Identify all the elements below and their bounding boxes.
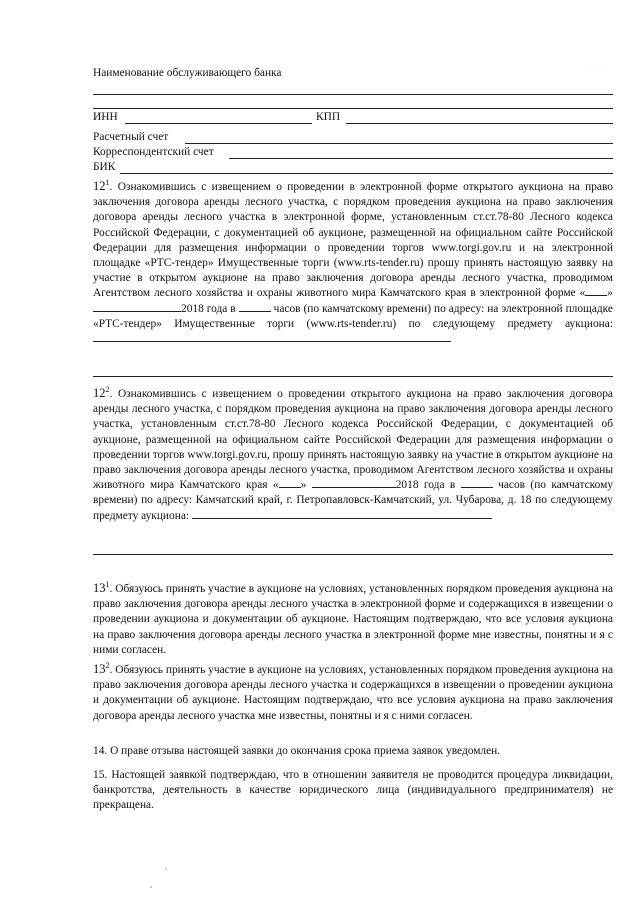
p13-2-number: 13: [93, 662, 106, 676]
bank-name-line[interactable]: [93, 94, 613, 95]
p12-1-subject-line-2[interactable]: [93, 376, 613, 377]
p12-2-sup: 2: [105, 385, 110, 395]
corr-account-field[interactable]: [229, 158, 613, 159]
p12-1-month-field[interactable]: [93, 311, 181, 312]
bik-label: БИК: [93, 160, 116, 173]
p12-1-sup: 1: [105, 178, 110, 188]
scan-mark: · · ·: [586, 67, 605, 73]
bik-field[interactable]: [120, 173, 613, 174]
account-field[interactable]: [185, 143, 613, 144]
p12-1-number: 12: [93, 179, 106, 193]
p13-1-sup: 1: [105, 580, 110, 590]
paragraph-14: 14. О праве отзыва настоящей заявки до окончания срока приема заявок уведомлен.: [93, 745, 501, 757]
bik-row: [93, 160, 613, 175]
scan-speck: [165, 868, 167, 870]
scan-speck: [150, 886, 152, 888]
p12-2-month-field[interactable]: [312, 487, 396, 488]
p12-1-text-a: . Ознакомившись с извещением о проведении в электронной форме открытого аукциона на право заключения договора аренды лесного участка, с порядком проведения аукциона на право заключения договора аренды лесного участка в электронной форме, установленным ст.ст.78-80 Лесного кодекса Российской Федерации, с документацией об аукционе, размещенной на официальном сайте Российской Федерации для размещения информации о проведении торгов www.torgi.gov.ru и на электронной площадке «РТС-тендер» Имущественные торги (www.rts-tender.ru) прошу принять настоящую заявку на участие в открытом аукционе на право заключения договора аренды лесного участка, проводимом Агентством лесного хозяйства и охраны животного мира Камчатского края в электронной форме «: [93, 181, 613, 300]
p12-2-subject-line-2[interactable]: [93, 554, 613, 555]
inn-label: ИНН: [93, 110, 118, 123]
p12-2-number: 12: [93, 386, 106, 400]
p12-1-text-c: 2018 года в: [181, 302, 236, 315]
account-label: Расчетный счет: [93, 130, 169, 143]
paragraph-13-1: [93, 581, 613, 658]
p13-2-sup: 2: [105, 661, 110, 671]
inn-kpp-row: [93, 110, 613, 125]
corr-account-row: [93, 145, 613, 160]
p12-1-subject-field[interactable]: [93, 341, 451, 342]
bank-name-line-2[interactable]: [93, 108, 613, 109]
paragraph-15: 15. Настоящей заявкой подтверждаю, что в отношении заявителя не проводится процедура ликвидации, банкротства, деятельность в качестве юридического лица (индивидуального предпринимателя) не прекращена.: [93, 769, 613, 812]
corr-account-label: Корреспондентский счет: [93, 145, 214, 158]
p12-2-hour-field[interactable]: [461, 487, 493, 488]
p12-1-text-d: часов (по камчатскому времени) по адресу: на электронной площадке «РТС-тендер» Имущественные торги (www.rts-tender.ru) по следующему предмету аукциона:: [93, 302, 613, 330]
p12-1-day-field[interactable]: [585, 295, 607, 296]
p12-2-subject-field[interactable]: [192, 518, 492, 519]
paragraph-13-2: [93, 662, 613, 724]
p13-1-number: 13: [93, 581, 106, 595]
p12-1-hour-field[interactable]: [239, 311, 271, 312]
p12-2-text-c: 2018 года в: [395, 479, 456, 492]
account-row: [93, 130, 613, 145]
kpp-field[interactable]: [346, 123, 613, 124]
p13-2-text: . Обязуюсь принять участие в аукционе на условиях, установленных порядком проведения аукциона на право заключения договора аренды лесного участка и содержащихся в извещении о проведении аукциона и документации об аукционе. Настоящим подтверждаю, что все условия аукциона на право заключения договора аренды лесного участка мне известны, понятны и я с ними согласен.: [93, 664, 613, 722]
bank-name-label: Наименование обслуживающего банка: [93, 67, 282, 79]
kpp-label: КПП: [316, 110, 341, 123]
p12-2-day-field[interactable]: [279, 487, 301, 488]
paragraph-12-2: [93, 386, 613, 524]
p13-1-text: . Обязуюсь принять участие в аукционе на условиях, установленных порядком проведения аукциона на право заключения договора аренды лесного участка в электронной форме и содержащихся в извещении о проведении аукциона и документации об аукционе. Настоящим подтверждаю, что все условия аукциона на право заключения договора аренды лесного участка в электронной форме мне известны, понятны и я с ними согласен.: [93, 583, 613, 656]
p12-2-text-b: »: [300, 479, 307, 492]
p12-1-text-b: »: [607, 287, 613, 300]
p12-2-text-d: часов (по камчатскому времени) по адресу: Камчатский край, г. Петропавловск-Камчатский, ул. Чубарова, д. 18 по следующему предмету аукциона:: [93, 479, 614, 522]
p12-2-text-a: . Ознакомившись с извещением о проведении открытого аукциона на право заключения договора аренды лесного участка, с порядком проведения аукциона на право заключения договора аренды лесного участка, установленным ст.ст.78-80 Лесного кодекса Российской Федерации, с документацией об аукционе, размещенной на официальном сайте Российской Федерации для размещения информации о проведении торгов www.torgi.gov.ru, прошу принять настоящую заявку на участие в открытом аукционе на право заключения договора аренды лесного участка, проводимом Агентством лесного хозяйства и охраны животного мира Камчатского края «: [93, 388, 613, 492]
inn-field[interactable]: [125, 123, 312, 124]
paragraph-12-1: [93, 179, 613, 347]
